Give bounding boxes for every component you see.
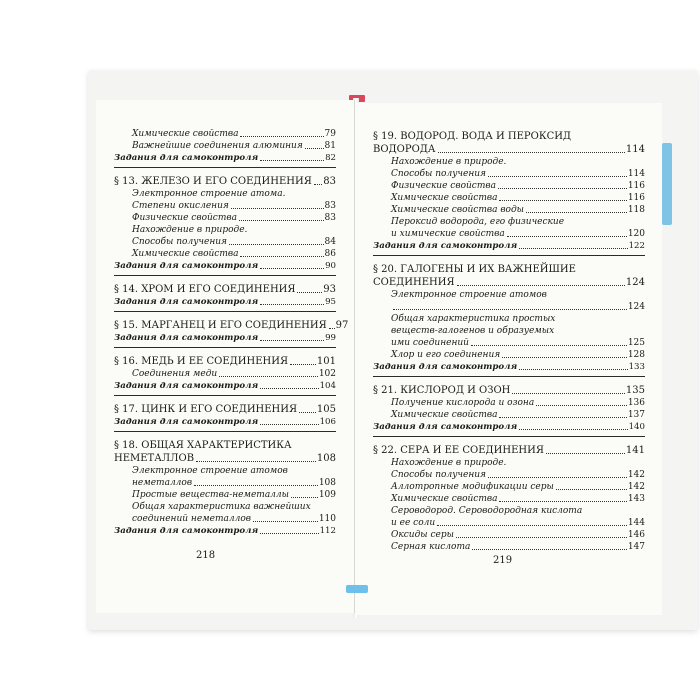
toc-leader-dots <box>498 188 627 189</box>
toc-page-number: 95 <box>325 297 336 307</box>
toc-entry-title: Получение кислорода и озона <box>391 398 535 408</box>
toc-leader-dots <box>290 364 316 365</box>
toc-entry <box>114 152 336 164</box>
toc-leader-dots <box>519 248 627 249</box>
toc-page-number: 99 <box>325 333 336 343</box>
toc-entry-line: Нахождение в природе. <box>391 157 507 167</box>
toc-leader-dots <box>240 256 323 257</box>
toc-entry <box>114 128 336 140</box>
toc-entry-title: Химические свойства <box>391 410 498 420</box>
toc-entry-title: Физические свойства <box>132 213 237 223</box>
toc-entry <box>114 355 336 368</box>
toc-page-number: 97 <box>335 320 349 331</box>
toc-section <box>373 384 645 437</box>
toc-leader-dots <box>456 537 627 538</box>
toc-entry-title: и ее соли <box>391 518 436 528</box>
toc-entry-title: Химические свойства <box>132 249 239 259</box>
toc-leader-dots <box>253 521 318 522</box>
toc-leader-dots <box>546 453 625 454</box>
toc-entry-title: Физические свойства <box>391 181 496 191</box>
toc-page-number: 83 <box>324 201 336 211</box>
toc-entry <box>114 175 336 188</box>
toc-entry-title: Степени окисления <box>132 201 229 211</box>
toc-page-number: 124 <box>627 302 645 312</box>
toc-entry <box>114 140 336 152</box>
toc-entry <box>373 337 645 349</box>
toc-section <box>114 128 336 168</box>
toc-page-number: 147 <box>627 542 645 552</box>
toc-page-number: 118 <box>627 205 645 215</box>
toc-entry <box>114 513 336 525</box>
toc-leader-dots <box>305 148 324 149</box>
toc-entry-line: Нахождение в природе. <box>132 225 248 235</box>
toc-entry-title: НЕМЕТАЛЛОВ <box>114 453 195 464</box>
toc-leader-dots <box>507 236 627 237</box>
toc-leader-dots <box>437 525 627 526</box>
toc-entry-line: Электронное строение атома. <box>132 189 286 199</box>
toc-section <box>114 319 349 348</box>
toc-entry-title: Задания для самоконтроля <box>114 153 259 163</box>
toc-entry-title: Соединения меди <box>132 369 218 379</box>
toc-page-number: 83 <box>323 176 336 187</box>
toc-entry <box>114 236 336 248</box>
toc-page-number: 83 <box>324 213 336 223</box>
toc-section <box>114 439 336 537</box>
toc-entry-title: § 21. КИСЛОРОД И ОЗОН <box>373 385 511 396</box>
toc-entry <box>373 301 645 313</box>
toc-entry <box>373 397 645 409</box>
toc-entry <box>373 481 645 493</box>
toc-entry <box>373 469 645 481</box>
toc-leader-dots <box>260 160 324 161</box>
toc-entry <box>114 212 336 224</box>
toc-leader-dots <box>194 485 318 486</box>
toc-entry <box>114 200 336 212</box>
toc-page-number: 135 <box>625 385 645 396</box>
toc-entry-line: Пероксид водорода, его физические <box>391 217 565 227</box>
toc-entry-line: Электронное строение атомов <box>391 290 547 300</box>
table-of-contents-right <box>373 130 645 553</box>
toc-leader-dots <box>488 176 627 177</box>
toc-entry <box>373 143 645 156</box>
toc-page-number: 104 <box>319 381 336 391</box>
toc-entry <box>114 319 349 332</box>
toc-page-number: 102 <box>318 369 336 379</box>
toc-entry-title: и химические свойства <box>391 229 505 239</box>
toc-entry-title: ВОДОРОДА <box>373 144 436 155</box>
toc-page-number: 114 <box>627 169 645 179</box>
toc-entry-title: § 16. МЕДЬ И ЕЕ СОЕДИНЕНИЯ <box>114 356 289 367</box>
toc-entry <box>114 368 336 380</box>
toc-leader-dots <box>314 184 322 185</box>
toc-entry <box>373 192 645 204</box>
toc-page-number: 116 <box>627 181 645 191</box>
toc-leader-dots <box>260 424 318 425</box>
toc-entry-line: Электронное строение атомов <box>132 466 288 476</box>
toc-entry-title: Задания для самоконтроля <box>114 381 259 391</box>
toc-entry <box>373 168 645 180</box>
toc-entry <box>373 228 645 240</box>
toc-entry <box>373 493 645 505</box>
toc-entry <box>114 452 336 465</box>
toc-page-number: 106 <box>319 417 336 427</box>
toc-entry <box>114 477 336 489</box>
toc-leader-dots <box>297 292 322 293</box>
toc-page-number: 90 <box>325 261 336 271</box>
toc-page-number: 137 <box>627 410 645 420</box>
toc-entry-title: Задания для самоконтроля <box>114 417 259 427</box>
toc-entry-title: Задания для самоконтроля <box>114 261 259 271</box>
toc-leader-dots <box>536 405 627 406</box>
toc-entry-title: Химические свойства воды <box>391 205 525 215</box>
right-page <box>357 103 662 615</box>
toc-leader-dots <box>502 357 627 358</box>
toc-page-number: 140 <box>628 422 645 432</box>
toc-page-number: 108 <box>318 478 336 488</box>
toc-leader-dots <box>393 309 627 310</box>
toc-entry <box>373 276 645 289</box>
toc-page-number: 109 <box>318 490 336 500</box>
toc-page-number: 124 <box>625 277 645 288</box>
toc-entry-title: соединений неметаллов <box>132 514 251 524</box>
toc-page-number: 116 <box>627 193 645 203</box>
toc-page-number: 142 <box>627 470 645 480</box>
bookmark-tab <box>346 585 368 593</box>
toc-leader-dots <box>499 501 626 502</box>
toc-section <box>114 355 336 396</box>
toc-entry-title: § 15. МАРГАНЕЦ И ЕГО СОЕДИНЕНИЯ <box>114 320 327 331</box>
toc-leader-dots <box>472 549 626 550</box>
toc-page-number: 125 <box>627 338 645 348</box>
toc-entry-title: Химические свойства <box>391 193 498 203</box>
toc-leader-dots <box>438 152 625 153</box>
toc-entry-title: неметаллов <box>132 478 193 488</box>
toc-entry-title: Задания для самоконтроля <box>373 241 518 251</box>
toc-entry-title: Химические свойства <box>132 129 239 139</box>
toc-entry-title: Задания для самоконтроля <box>114 333 259 343</box>
toc-entry-title: Оксиды серы <box>391 530 454 540</box>
toc-entry-title: Простые вещества-неметаллы <box>132 490 289 500</box>
toc-entry-title: Способы получения <box>132 237 228 247</box>
toc-page-number: 110 <box>318 514 336 524</box>
toc-entry-title: Хлор и его соединения <box>391 350 501 360</box>
toc-entry <box>373 361 645 373</box>
toc-entry-line: Нахождение в природе. <box>391 458 507 468</box>
toc-page-number: 105 <box>316 404 336 415</box>
toc-leader-dots <box>239 220 324 221</box>
toc-leader-dots <box>512 393 625 394</box>
toc-entry <box>114 489 336 501</box>
toc-leader-dots <box>231 208 324 209</box>
toc-leader-dots <box>556 489 627 490</box>
toc-leader-dots <box>299 412 316 413</box>
toc-entry <box>373 349 645 361</box>
toc-entry <box>373 421 645 433</box>
toc-page-number: 108 <box>316 453 336 464</box>
toc-entry-title: Способы получения <box>391 169 487 179</box>
toc-page-number: 120 <box>627 229 645 239</box>
toc-entry <box>114 525 336 537</box>
toc-entry <box>373 240 645 252</box>
toc-entry <box>114 332 336 344</box>
toc-entry-line: § 20. ГАЛОГЕНЫ И ИХ ВАЖНЕЙШИЕ <box>373 264 576 275</box>
toc-leader-dots <box>260 268 324 269</box>
toc-leader-dots <box>196 461 316 462</box>
toc-entry <box>114 283 336 296</box>
toc-leader-dots <box>240 136 323 137</box>
toc-entry <box>373 384 645 397</box>
toc-leader-dots <box>488 477 627 478</box>
toc-page-number: 82 <box>325 153 336 163</box>
page-number: 219 <box>493 555 513 566</box>
toc-page-number: 79 <box>324 129 336 139</box>
toc-page-number: 93 <box>323 284 336 295</box>
toc-leader-dots <box>526 212 627 213</box>
toc-entry-title: ими соединений <box>391 338 469 348</box>
toc-page-number: 86 <box>324 249 336 259</box>
toc-entry <box>114 260 336 272</box>
toc-section <box>373 130 645 256</box>
table-of-contents-left <box>114 128 349 537</box>
toc-page-number: 128 <box>627 350 645 360</box>
toc-entry-title: § 14. ХРОМ И ЕГО СОЕДИНЕНИЯ <box>114 284 296 295</box>
toc-entry-title: § 17. ЦИНК И ЕГО СОЕДИНЕНИЯ <box>114 404 298 415</box>
toc-page-number: 114 <box>625 144 645 155</box>
toc-entry-title: Задания для самоконтроля <box>373 362 518 372</box>
toc-section <box>373 263 645 377</box>
toc-leader-dots <box>260 304 324 305</box>
toc-entry-title: Способы получения <box>391 470 487 480</box>
toc-leader-dots <box>260 533 318 534</box>
toc-page-number: 112 <box>319 526 336 536</box>
toc-entry-title: Аллотропные модификации серы <box>391 482 554 492</box>
toc-entry <box>373 409 645 421</box>
toc-section <box>114 175 336 276</box>
toc-leader-dots <box>260 388 318 389</box>
toc-entry-line: веществ-галогенов и образуемых <box>391 326 555 336</box>
toc-entry-title: § 13. ЖЕЛЕЗО И ЕГО СОЕДИНЕНИЯ <box>114 176 312 187</box>
toc-entry <box>373 444 645 457</box>
toc-entry-title: Химические свойства <box>391 494 498 504</box>
toc-entry <box>373 529 645 541</box>
toc-entry <box>373 541 645 553</box>
toc-page-number: 143 <box>627 494 645 504</box>
toc-page-number: 133 <box>628 362 645 372</box>
toc-entry <box>114 248 336 260</box>
toc-entry-line: Сероводород. Сероводородная кислота <box>391 506 583 516</box>
toc-page-number: 142 <box>627 482 645 492</box>
toc-leader-dots <box>329 328 335 329</box>
toc-page-number: 122 <box>628 241 645 251</box>
toc-page-number: 144 <box>627 518 645 528</box>
toc-leader-dots <box>499 200 626 201</box>
toc-entry <box>114 296 336 308</box>
page-number: 218 <box>196 550 216 561</box>
toc-entry <box>114 380 336 392</box>
toc-section <box>373 444 645 553</box>
toc-leader-dots <box>519 429 627 430</box>
toc-entry-title: Важнейшие соединения алюминия <box>132 141 303 151</box>
toc-page-number: 141 <box>625 445 645 456</box>
left-page <box>96 100 355 613</box>
toc-entry-line: § 19. ВОДОРОД. ВОДА И ПЕРОКСИД <box>373 131 572 142</box>
toc-page-number: 81 <box>324 141 336 151</box>
toc-leader-dots <box>499 417 626 418</box>
toc-entry-title: СОЕДИНЕНИЯ <box>373 277 455 288</box>
cover-edge-tab <box>662 143 672 225</box>
toc-entry <box>373 517 645 529</box>
toc-entry-title: § 22. СЕРА И ЕЕ СОЕДИНЕНИЯ <box>373 445 544 456</box>
toc-leader-dots <box>291 497 318 498</box>
toc-entry <box>373 204 645 216</box>
toc-leader-dots <box>229 244 324 245</box>
toc-entry <box>114 416 336 428</box>
toc-section <box>114 283 336 312</box>
toc-section <box>114 403 336 432</box>
toc-page-number: 84 <box>324 237 336 247</box>
toc-leader-dots <box>471 345 627 346</box>
toc-entry-title: Задания для самоконтроля <box>373 422 518 432</box>
toc-entry-title: Серная кислота <box>391 542 471 552</box>
toc-entry-title: Задания для самоконтроля <box>114 526 259 536</box>
toc-leader-dots <box>519 369 627 370</box>
toc-entry <box>373 180 645 192</box>
toc-page-number: 101 <box>316 356 336 367</box>
toc-leader-dots <box>219 376 318 377</box>
toc-page-number: 146 <box>627 530 645 540</box>
toc-entry-line: Общая характеристика важнейших <box>132 502 311 512</box>
toc-entry-line: § 18. ОБЩАЯ ХАРАКТЕРИСТИКА <box>114 440 292 451</box>
toc-entry <box>114 403 336 416</box>
toc-leader-dots <box>260 340 324 341</box>
toc-page-number: 136 <box>627 398 645 408</box>
toc-entry-line: Общая характеристика простых <box>391 314 556 324</box>
toc-leader-dots <box>457 285 625 286</box>
toc-entry-title: Задания для самоконтроля <box>114 297 259 307</box>
